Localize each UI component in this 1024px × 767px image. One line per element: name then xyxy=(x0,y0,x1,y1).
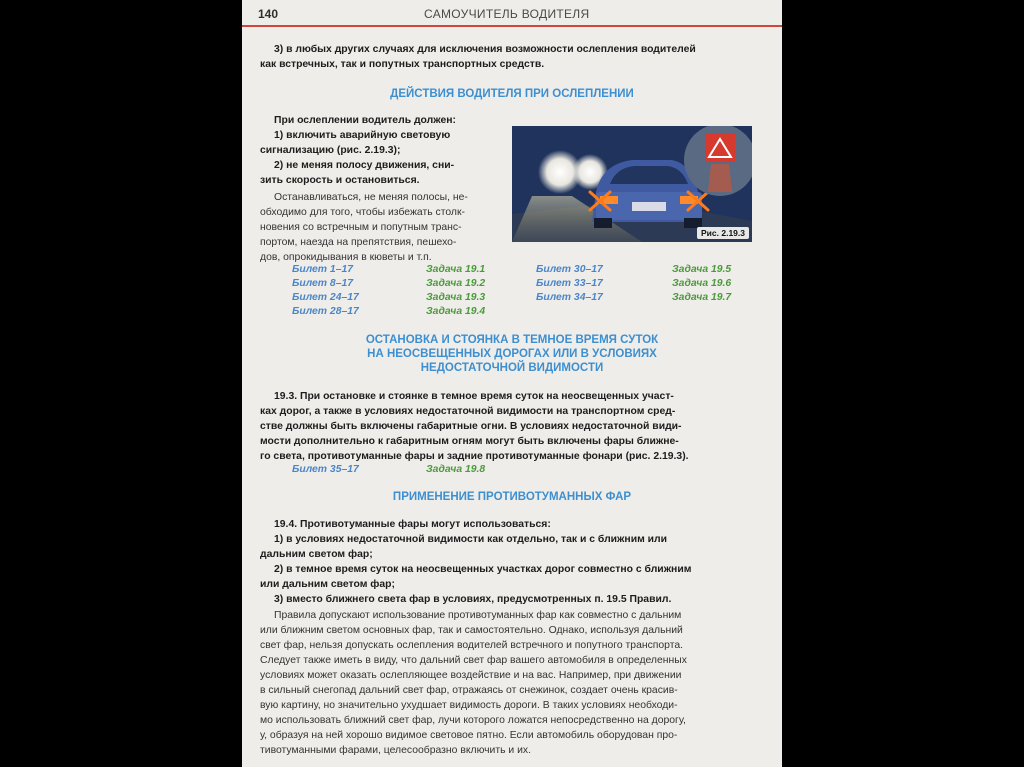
task-ref: Задача 19.5 xyxy=(672,264,732,275)
page-number: 140 xyxy=(258,7,279,21)
book-title: САМОУЧИТЕЛЬ ВОДИТЕЛЯ xyxy=(424,7,590,21)
ticket-ref: Билет 28–17 xyxy=(292,306,359,317)
task-ref: Задача 19.1 xyxy=(426,264,486,275)
rule-line: или дальним светом фар; xyxy=(260,579,395,590)
body-line: Правила допускают использование противотуманных фар как совместно с дальним xyxy=(274,610,682,621)
rule-line: зить скорость и остановиться. xyxy=(260,175,420,186)
body-line: мо использовать ближний свет фар, лучи которого ложатся непосредственно на дорогу, xyxy=(260,715,686,726)
body-line: Останавливаться, не меняя полосы, не- xyxy=(274,192,468,203)
section-heading: ОСТАНОВКА И СТОЯНКА В ТЕМНОЕ ВРЕМЯ СУТОК xyxy=(365,334,659,346)
task-ref: Задача 19.4 xyxy=(426,306,486,317)
body-line: тивотуманными фарами, целесообразно включить и их. xyxy=(260,745,531,756)
page-header xyxy=(242,0,782,27)
body-line: свет фар, нельзя допускать ослепления водителей встречного и попутного транспорта. xyxy=(260,640,684,651)
intro-line: как встречных, так и попутных транспортных средств. xyxy=(260,59,545,70)
car-illustration xyxy=(512,126,752,242)
book-page xyxy=(242,0,782,767)
body-line: условиях может оказать ослепляющее воздействие и на вас. Например, при движении xyxy=(260,670,682,681)
section-heading: ДЕЙСТВИЯ ВОДИТЕЛЯ ПРИ ОСЛЕПЛЕНИИ xyxy=(390,88,634,100)
task-ref: Задача 19.3 xyxy=(426,292,486,303)
rule-line: 1) включить аварийную световую xyxy=(274,130,451,141)
body-line: дов, опрокидывания в кюветы и т.п. xyxy=(260,252,432,263)
section-heading: НЕДОСТАТОЧНОЙ ВИДИМОСТИ xyxy=(420,362,604,374)
ticket-ref: Билет 33–17 xyxy=(536,278,603,289)
figure-caption: Рис. 2.19.3 xyxy=(697,227,749,239)
body-line: вую картину, но значительно ухудшает видимость дороги. В таких условиях необходи- xyxy=(260,700,678,711)
figure-car-hazard-lights xyxy=(512,126,752,242)
task-ref: Задача 19.6 xyxy=(672,278,732,289)
body-line: портом, наезда на препятствия, пешехо- xyxy=(260,237,457,248)
section-heading: ПРИМЕНЕНИЕ ПРОТИВОТУМАННЫХ ФАР xyxy=(392,491,632,503)
rule-line: ках дорог, а также в условиях недостаточной видимости на транспортном сред- xyxy=(260,406,676,417)
rule-line: При ослеплении водитель должен: xyxy=(274,115,456,126)
section-heading: НА НЕОСВЕЩЕННЫХ ДОРОГАХ ИЛИ В УСЛОВИЯХ xyxy=(367,348,657,360)
body-line: Следует также иметь в виду, что дальний свет фар вашего автомобиля в определенных xyxy=(260,655,687,666)
ticket-ref: Билет 1–17 xyxy=(292,264,354,275)
body-line: обходимо для того, чтобы избежать столк- xyxy=(260,207,465,218)
ticket-ref: Билет 35–17 xyxy=(292,464,359,475)
rule-line: дальним светом фар; xyxy=(260,549,373,560)
task-ref: Задача 19.7 xyxy=(672,292,732,303)
ticket-ref: Билет 30–17 xyxy=(536,264,603,275)
rule-line: сигнализацию (рис. 2.19.3); xyxy=(260,145,401,156)
task-ref: Задача 19.8 xyxy=(426,464,486,475)
rule-line: 19.3. При остановке и стоянке в темное время суток на неосвещенных участ- xyxy=(274,391,674,402)
rule-line: 3) вместо ближнего света фар в условиях, предусмотренных п. 19.5 Правил. xyxy=(274,594,672,605)
ticket-ref: Билет 34–17 xyxy=(536,292,603,303)
ticket-ref: Билет 8–17 xyxy=(292,278,354,289)
rule-line: 1) в условиях недостаточной видимости как отдельно, так и с ближним или xyxy=(274,534,668,545)
ticket-ref: Билет 24–17 xyxy=(292,292,359,303)
rule-line: го света, противотуманные фары и задние противотуманные фонари (рис. 2.19.3). xyxy=(260,451,689,462)
rule-line: 2) не меняя полосу движения, сни- xyxy=(274,160,455,171)
rule-line: мости дополнительно к габаритным огням могут быть включены фары ближне- xyxy=(260,436,679,447)
task-ref: Задача 19.2 xyxy=(426,278,486,289)
body-line: или ближним светом основных фар, так и самостоятельно. Однако, используя дальний xyxy=(260,625,683,636)
rule-line: 2) в темное время суток на неосвещенных участках дорог совместно с ближним xyxy=(274,564,692,575)
intro-line: 3) в любых других случаях для исключения возможности ослепления водителей xyxy=(274,44,696,55)
body-line: у, образуя на ней хорошо видимое световое пятно. Если автомобиль оборудован про- xyxy=(260,730,678,741)
body-line: в сильный снегопад дальний свет фар, отражаясь от снежинок, создает очень красив- xyxy=(260,685,678,696)
rule-line: 19.4. Противотуманные фары могут использоваться: xyxy=(274,519,551,530)
rule-line: стве должны быть включены габаритные огни. В условиях недостаточной види- xyxy=(260,421,682,432)
body-line: новения со встречным и попутным транс- xyxy=(260,222,462,233)
